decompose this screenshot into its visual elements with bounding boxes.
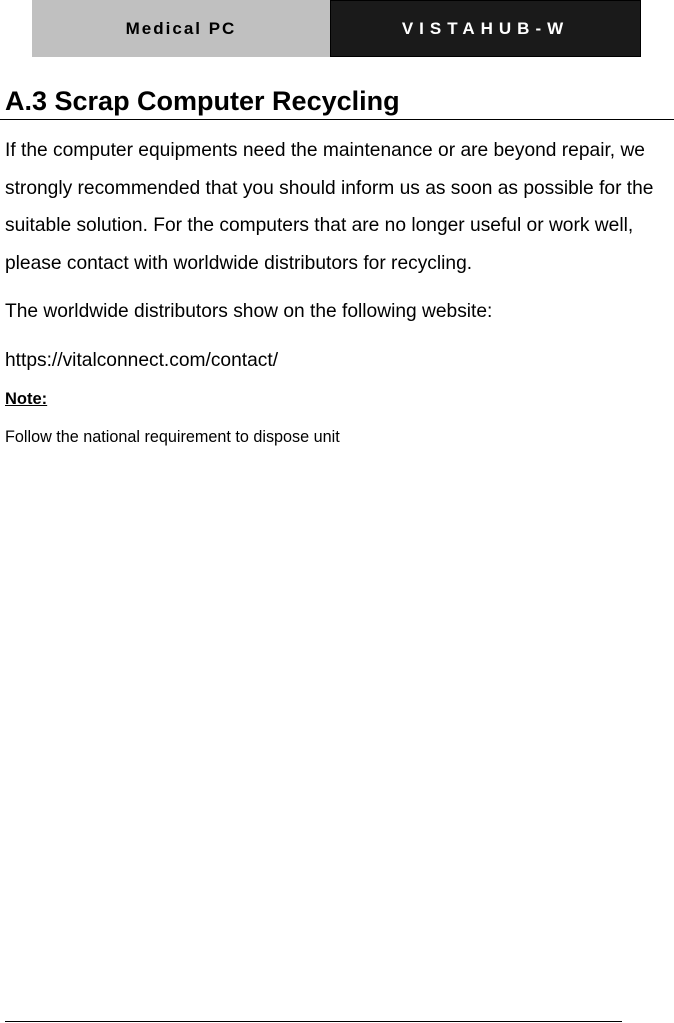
note-text: Follow the national requirement to dispose unit — [5, 428, 340, 446]
header-product-category — [32, 0, 330, 57]
header-right-label: VISTAHUB-W — [401, 18, 570, 38]
distributors-paragraph: The worldwide distributors show on the following website: — [5, 301, 493, 322]
title-divider — [0, 119, 674, 120]
recycling-paragraph: If the computer equipments need the maintenance or are beyond repair, we strongly recommended that you should inform us as soon as possible for the suitable solution. For the computers that are no longer useful or work well, please contact with worldwide distributors for recycling. — [5, 140, 654, 274]
header-product-model — [330, 0, 641, 57]
header-left-label: Medical PC — [125, 18, 237, 38]
contact-url: https://vitalconnect.com/contact/ — [5, 350, 279, 371]
note-label: Note: — [5, 390, 48, 408]
footer-divider — [5, 1021, 622, 1022]
section-title: A.3 Scrap Computer Recycling — [5, 86, 400, 116]
